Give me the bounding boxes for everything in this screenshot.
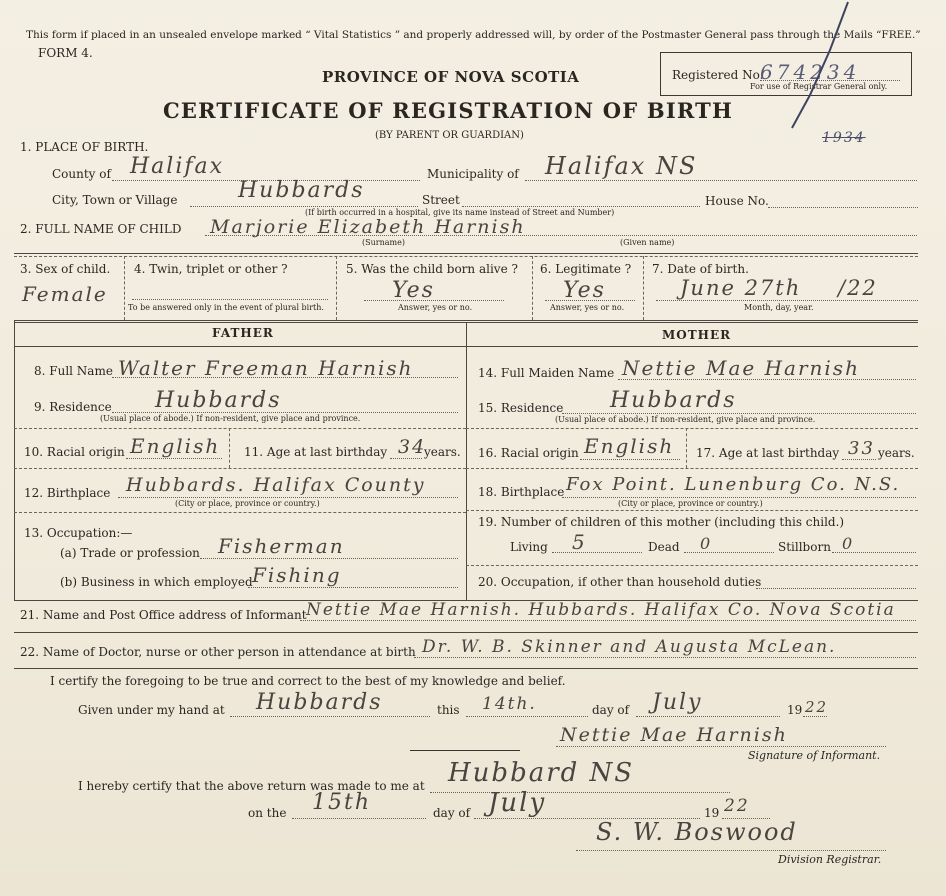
registrar-day: 15th xyxy=(312,790,372,815)
father-heading: FATHER xyxy=(212,326,274,340)
father-age-value: 34 xyxy=(398,436,427,458)
informant-signature: Nettie Mae Harnish xyxy=(560,724,788,746)
form-number: FORM 4. xyxy=(38,46,93,60)
registrar-on-the: on the xyxy=(248,806,287,820)
father-age-label: 11. Age at last birthday xyxy=(244,445,388,459)
father-name-label: 8. Full Name xyxy=(34,364,113,378)
date-note: Month, day, year. xyxy=(744,303,814,312)
province-heading: PROVINCE OF NOVA SCOTIA xyxy=(322,68,580,86)
sex-value: Female xyxy=(22,282,108,306)
registrar-place: Hubbard NS xyxy=(448,758,635,788)
sex-label: 3. Sex of child. xyxy=(20,262,111,276)
mother-residence-value: Hubbards xyxy=(610,388,737,413)
father-residence-value: Hubbards xyxy=(155,388,282,413)
informant-value: Nettie Mae Harnish. Hubbards. Halifax Co. Nova Scotia xyxy=(306,600,896,620)
trade-label: (a) Trade or profession xyxy=(60,546,200,560)
legitimate-label: 6. Legitimate ? xyxy=(540,262,632,276)
registrar-note: For use of Registrar General only. xyxy=(750,82,888,91)
father-birthplace-label: 12. Birthplace xyxy=(24,486,111,500)
living-value: 5 xyxy=(572,530,587,554)
registrar-year: 22 xyxy=(724,796,750,816)
twin-label: 4. Twin, triplet or other ? xyxy=(134,262,288,276)
given-name-note: (Given name) xyxy=(620,238,675,247)
municipality-value: Halifax NS xyxy=(545,152,698,180)
mother-birthplace-note: (City or place, province or country.) xyxy=(618,499,763,508)
business-value: Fishing xyxy=(252,563,342,587)
this-label: this xyxy=(437,703,460,717)
mother-occupation-label: 20. Occupation, if other than household duties xyxy=(478,575,762,589)
municipality-label: Municipality of xyxy=(427,167,519,181)
occupation-label: 13. Occupation:— xyxy=(24,526,133,540)
father-residence-label: 9. Residence xyxy=(34,400,112,414)
given-day: 14th. xyxy=(482,694,537,714)
child-name-label: 2. FULL NAME OF CHILD xyxy=(20,222,182,236)
day-of-label: day of xyxy=(592,703,630,717)
certify-text: I certify the foregoing to be true and correct to the best of my knowledge and belief. xyxy=(50,674,566,688)
place-of-birth-heading: 1. PLACE OF BIRTH. xyxy=(20,140,149,154)
street-label: Street xyxy=(422,193,460,207)
given-label: Given under my hand at xyxy=(78,703,225,717)
legitimate-value: Yes xyxy=(563,278,606,303)
mother-residence-note: (Usual place of abode.) If non-resident, give place and province. xyxy=(555,415,816,424)
mother-birthplace-label: 18. Birthplace xyxy=(478,485,565,499)
street-note: (If birth occurred in a hospital, give its name instead of Street and Number) xyxy=(305,208,615,217)
father-years: years. xyxy=(424,445,461,459)
mother-age-label: 17. Age at last birthday xyxy=(696,446,840,460)
given-month: July xyxy=(652,690,703,715)
date-of-birth-year: /22 xyxy=(838,276,878,300)
given-year: 22 xyxy=(805,698,829,716)
mother-years: years. xyxy=(878,446,915,460)
given-year-prefix: 19 xyxy=(787,703,803,717)
attendant-value: Dr. W. B. Skinner and Augusta McLean. xyxy=(422,637,837,657)
mother-residence-label: 15. Residence xyxy=(478,401,564,415)
date-of-birth-label: 7. Date of birth. xyxy=(652,262,749,276)
registered-label: Registered No. xyxy=(672,68,764,82)
certificate-title: CERTIFICATE OF REGISTRATION OF BIRTH xyxy=(163,98,733,123)
father-birthplace-value: Hubbards. Halifax County xyxy=(126,474,426,496)
mother-name-value: Nettie Mae Harnish xyxy=(622,356,860,380)
twin-note: To be answered only in the event of plural birth. xyxy=(128,303,324,312)
county-label: County of xyxy=(52,167,111,181)
registrar-month: July xyxy=(488,788,547,818)
alive-note: Answer, yes or no. xyxy=(398,303,473,312)
registrar-day-of: day of xyxy=(433,806,471,820)
struck-number: 1934 xyxy=(822,130,866,146)
mother-name-label: 14. Full Maiden Name xyxy=(478,366,615,380)
dead-value: 0 xyxy=(700,534,713,553)
postal-notice: This form if placed in an unsealed envelope marked “ Vital Statistics ” and properly addressed will, by order of the Postmaster General pass through the Mails “FREE.” xyxy=(26,29,921,41)
mother-age-value: 33 xyxy=(848,438,875,459)
father-racial-value: English xyxy=(130,434,221,458)
informant-signature-label: Signature of Informant. xyxy=(748,749,881,762)
date-of-birth-value: June 27th xyxy=(680,276,802,300)
mother-racial-value: English xyxy=(584,434,675,458)
city-value: Hubbards xyxy=(238,178,365,203)
living-label: Living xyxy=(510,540,548,554)
stillborn-value: 0 xyxy=(842,534,855,553)
surname-note: (Surname) xyxy=(362,238,405,247)
dead-label: Dead xyxy=(648,540,680,554)
mother-heading: MOTHER xyxy=(662,328,732,342)
registrar-signature: S. W. Boswood xyxy=(596,818,798,846)
trade-value: Fisherman xyxy=(218,534,345,558)
child-name-value: Marjorie Elizabeth Harnish xyxy=(210,216,526,238)
registrar-signature-label: Division Registrar. xyxy=(778,853,882,866)
children-label: 19. Number of children of this mother (including this child.) xyxy=(478,515,845,529)
registrar-text: I hereby certify that the above return was made to me at xyxy=(78,779,425,793)
alive-label: 5. Was the child born alive ? xyxy=(346,262,518,276)
attendant-label: 22. Name of Doctor, nurse or other person in attendance at birth xyxy=(20,645,416,659)
certificate-subtitle: (BY PARENT OR GUARDIAN) xyxy=(375,130,524,141)
stillborn-label: Stillborn xyxy=(778,540,831,554)
legitimate-note: Answer, yes or no. xyxy=(550,303,625,312)
mother-racial-label: 16. Racial origin xyxy=(478,446,579,460)
house-label: House No. xyxy=(705,194,769,208)
registrar-year-prefix: 19 xyxy=(704,806,720,820)
mother-birthplace-value: Fox Point. Lunenburg Co. N.S. xyxy=(566,474,901,495)
given-place: Hubbards xyxy=(256,690,383,715)
alive-value: Yes xyxy=(392,278,435,303)
pen-stroke xyxy=(780,0,850,140)
registered-number: 674234 xyxy=(760,60,861,84)
father-name-value: Walter Freeman Harnish xyxy=(118,356,414,380)
city-label: City, Town or Village xyxy=(52,193,178,207)
business-label: (b) Business in which employed xyxy=(60,575,253,589)
father-racial-label: 10. Racial origin xyxy=(24,445,125,459)
father-birthplace-note: (City or place, province or country.) xyxy=(175,499,320,508)
county-value: Halifax xyxy=(130,154,225,179)
informant-label: 21. Name and Post Office address of Informant xyxy=(20,608,307,622)
father-residence-note: (Usual place of abode.) If non-resident, give place and province. xyxy=(100,414,361,423)
